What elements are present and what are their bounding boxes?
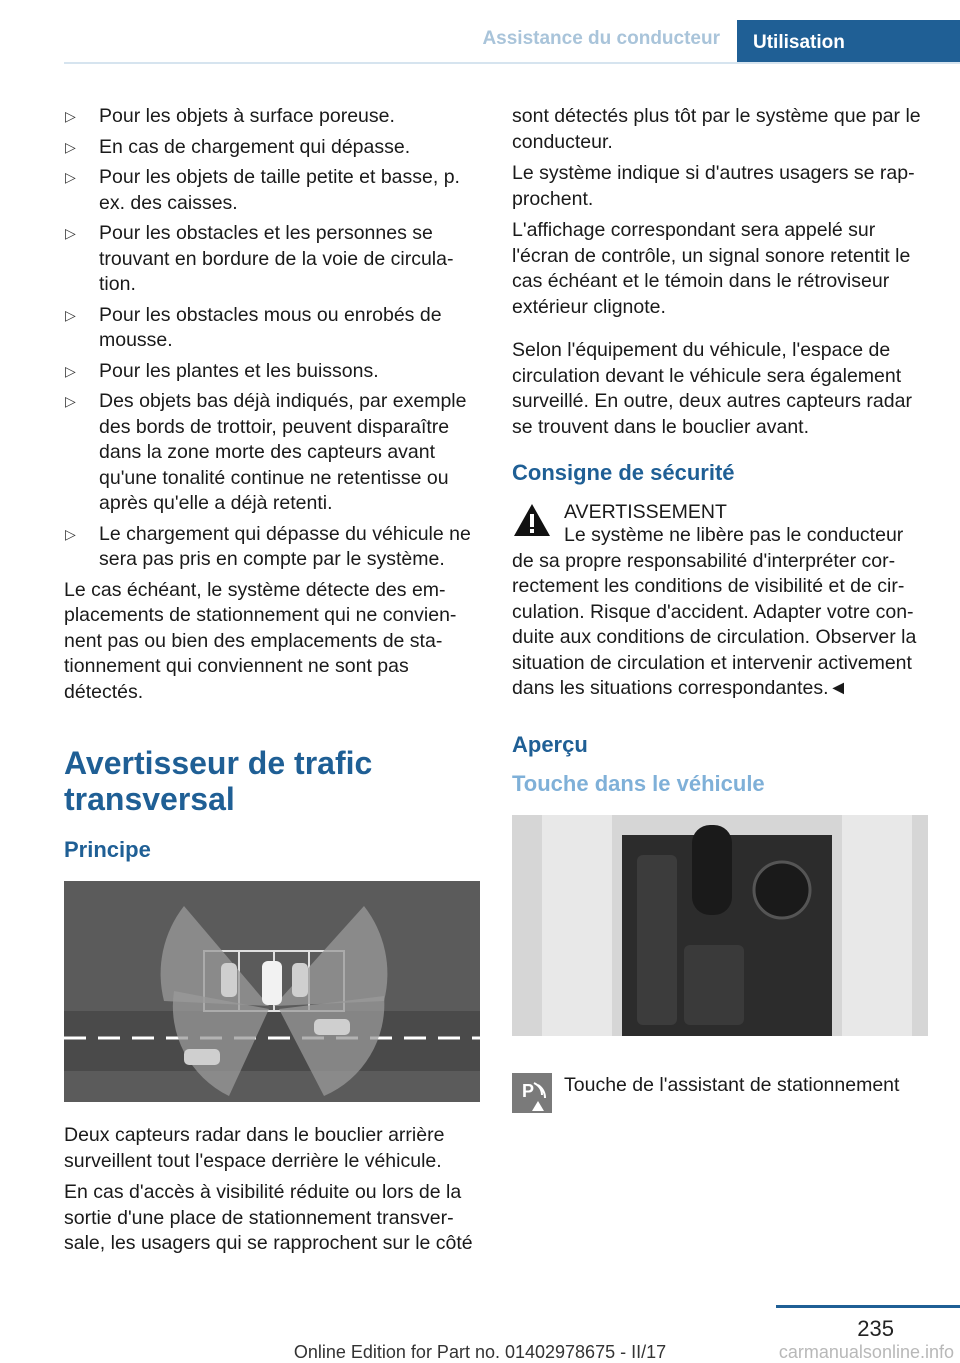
- svg-text:P: P: [522, 1081, 535, 1101]
- overview-heading: Aperçu: [512, 731, 588, 757]
- watermark: carmanualsonline.info: [778, 1342, 954, 1362]
- right-column: [512, 104, 928, 1099]
- subsection-heading: Principe: [64, 837, 151, 862]
- bullet-list: [64, 104, 480, 573]
- park-assist-button-icon: [512, 1073, 552, 1113]
- triangle-bullet-icon: ▷: [65, 138, 76, 155]
- footer-rule: [776, 1305, 960, 1308]
- paragraph: Selon l'équipement du véhicule, l'espace de circulation devant le véhicule sera également surveillé. En outre, deux autres capteurs radar se trouvent dans le bouclier avant.: [512, 339, 912, 438]
- header-tab[interactable]: Utilisation: [737, 20, 960, 62]
- triangle-bullet-icon: ▷: [65, 108, 76, 124]
- triangle-bullet-icon: ▷: [65, 225, 76, 241]
- paragraph: Le système indique si d'autres usagers se rap-prochent.: [512, 162, 915, 210]
- paragraph: sont détectés plus tôt par le système que par le conducteur.: [512, 105, 921, 153]
- list-item: ▷ Pour les objets de taille petite et basse, p. ex. des caisses.: [65, 166, 460, 214]
- list-item: ▷ Des objets bas déjà indiqués, par exemple des bords de trottoir, peuvent disparaître dans la zone morte des capteurs avant qu'une tonalité continue ne retentisse ou après qu'elle a déjà retenti.: [65, 390, 467, 514]
- list-item: ▷ Pour les objets à surface poreuse.: [64, 104, 480, 130]
- triangle-bullet-icon: ▷: [65, 525, 76, 542]
- paragraph: Le cas échéant, le système détecte des em-placements de stationnement qui ne convien-nent pas ou bien des emplacements de sta-tionnement qui conviennent ne sont pas détectés.: [64, 578, 457, 703]
- console-photo: [512, 815, 928, 1036]
- list-item: ▷ Pour les obstacles et les personnes se trouvant en bordure de la voie de circula-tion.: [65, 222, 454, 295]
- list-item: ▷ Pour les obstacles mous ou enrobés de mousse.: [65, 303, 442, 351]
- cross-traffic-illustration: [64, 881, 480, 1102]
- safety-heading: Consigne de sécurité: [512, 460, 735, 485]
- triangle-bullet-icon: ▷: [65, 169, 76, 185]
- left-column: [64, 104, 480, 1263]
- triangle-bullet-icon: ▷: [65, 306, 76, 323]
- list-item: ▷ En cas de chargement qui dépasse.: [64, 135, 480, 161]
- paragraph: En cas d'accès à visibilité réduite ou lors de la sortie d'une place de stationnement transver-sale, les usagers qui se rapprochent sur le côté: [64, 1181, 473, 1254]
- triangle-bullet-icon: ▷: [65, 362, 76, 379]
- warning-icon: [512, 502, 552, 538]
- paragraph: Deux capteurs radar dans le bouclier arrière surveillent tout l'espace derrière le véhicule.: [64, 1124, 445, 1172]
- warning-title: AVERTISSEMENT: [564, 500, 727, 523]
- edition-footer: Online Edition for Part no. 01402978675 - II/17: [293, 1342, 667, 1362]
- page-number: 235: [857, 1316, 894, 1341]
- warning-block: [512, 500, 928, 526]
- header-rule: [64, 62, 960, 64]
- list-item: ▷ Le chargement qui dépasse du véhicule ne sera pas pris en compte par le système.: [65, 522, 471, 570]
- list-item: ▷ Pour les plantes et les buissons.: [64, 359, 480, 385]
- section-heading: Avertisseur de trafic transversal: [64, 745, 373, 817]
- park-assist-caption-row: [512, 1073, 928, 1099]
- triangle-bullet-icon: ▷: [65, 393, 76, 409]
- park-assist-caption: Touche de l'assistant de stationnement: [564, 1074, 900, 1096]
- header-section-title: Assistance du conducteur: [482, 28, 720, 49]
- paragraph: L'affichage correspondant sera appelé sur l'écran de contrôle, un signal sonore retentit le cas échéant et le témoin dans le rétroviseur extérieur clignote.: [512, 219, 911, 318]
- button-heading: Touche dans le véhicule: [512, 771, 765, 796]
- warning-text: Le système ne libère pas le conducteur de sa propre responsabilité d'interpréter cor-rectement les conditions de visibilité et de cir-culation. Risque d'accident. Adapter votre con-duite aux conditions de circulation. Observer la situation de circulation et intervenir activement dans les situations correspondantes.◄: [512, 524, 917, 699]
